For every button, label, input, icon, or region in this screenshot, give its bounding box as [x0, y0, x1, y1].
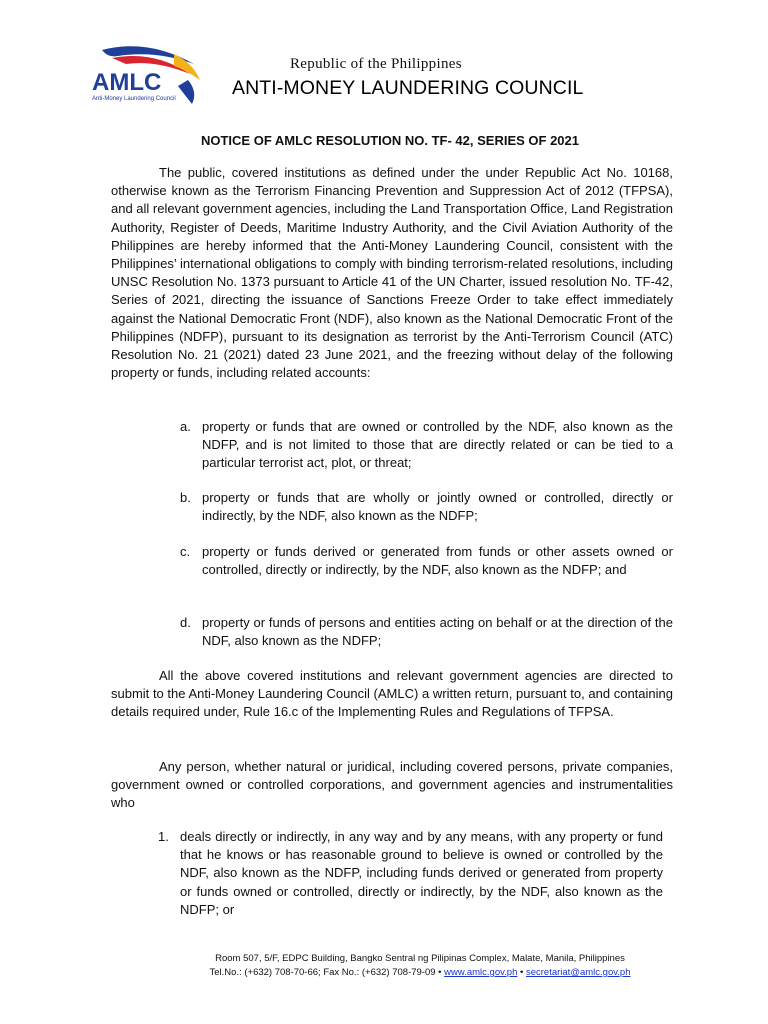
amlc-logo [88, 40, 208, 112]
footer-address: Room 507, 5/F, EDPC Building, Bangko Sentral ng Pilipinas Complex, Malate, Manila, Philippines [215, 953, 625, 964]
footer-separator: • [520, 967, 524, 978]
list-item-b [180, 489, 673, 525]
logo-text: AMLC [92, 69, 162, 96]
list-marker: b. [180, 490, 191, 505]
list-marker: c. [180, 544, 191, 559]
document-title: NOTICE OF AMLC RESOLUTION NO. TF- 42, SERIES OF 2021 [200, 133, 579, 148]
header-republic: Republic of the Philippines [290, 56, 462, 72]
amlc-logo-mark [88, 40, 208, 112]
header-council: ANTI-MONEY LAUNDERING COUNCIL [232, 77, 584, 99]
list-marker: a. [180, 419, 191, 434]
list-item-text: property or funds that are wholly or jointly owned or controlled, directly or indirectly, by the NDF, also known as the NDFP; [202, 490, 673, 524]
list-item-text: property or funds of persons and entities acting on behalf or at the direction of the NDF, also known as the NDFP; [202, 615, 673, 649]
list-item-text: property or funds that are owned or controlled by the NDF, also known as the NDFP, and is not limited to those that are directly related or can be tied to a particular terrorist act, plot, or threat; [202, 419, 673, 471]
list-item-text: property or funds derived or generated from funds or other assets owned or controlled, directly or indirectly, by the NDF, also known as the NDFP; and [202, 544, 673, 578]
paragraph-3: Any person, whether natural or juridical, including covered persons, private companies, government owned or controlled corporations, and government agencies and instrumentalities who [111, 759, 673, 811]
footer [150, 952, 690, 980]
list-item-a [180, 418, 673, 473]
logo-subtext: Anti-Money Laundering Council [92, 96, 176, 102]
paragraph-1: The public, covered institutions as defined under the under Republic Act No. 10168, otherwise known as the Terrorism Financing Prevention and Suppression Act of 2012 (TFPSA), and all relevant government agencies, including the Land Transportation Office, Land Registration Authority, Register of Deeds, Maritime Industry Authority, and the Civil Aviation Authority of the Philippines are hereby informed that the Anti-Money Laundering Council, consistent with the Philippines’ international obligations to comply with binding terrorism-related resolutions, including UNSC Resolution No. 1373 pursuant to Article 41 of the UN Charter, issued resolution No. TF-42, Series of 2021, directing the issuance of Sanctions Freeze Order to take effect immediately against the National Democratic Front (NDF), also known as the National Democratic Front of the Philippines (NDFP), pursuant to its designation as terrorist by the Anti-Terrorism Council (ATC) Resolution No. 21 (2021) dated 23 June 2021, and the freezing without delay of the following property or funds, including related accounts: [111, 165, 674, 381]
email-link[interactable]: secretariat@amlc.gov.ph [525, 967, 631, 978]
paragraph-2: All the above covered institutions and relevant government agencies are directed to submit to the Anti-Money Laundering Council (AMLC) a written return, pursuant to, and containing details required under, Rule 16.c of the Implementing Rules and Regulations of TFPSA. [111, 668, 673, 720]
list-item-d [180, 614, 673, 650]
numbered-item-1 [158, 828, 663, 919]
footer-contact-line [150, 966, 690, 980]
website-link[interactable]: www.amlc.gov.ph [444, 967, 518, 978]
list-marker: d. [180, 615, 191, 630]
list-item-c [180, 543, 673, 579]
list-item-text: deals directly or indirectly, in any way and by any means, with any property or fund that he knows or has reasonable ground to believe is owned or controlled by the NDF, also known as the NDFP, including funds derived or generated from property or funds owned or controlled, directly or indirectly, by the NDF, also known as the NDFP; or [180, 829, 663, 917]
footer-contact: Tel.No.: (+632) 708-70-66; Fax No.: (+632) 708-79-09 • [209, 967, 442, 978]
list-marker: 1. [158, 829, 169, 844]
